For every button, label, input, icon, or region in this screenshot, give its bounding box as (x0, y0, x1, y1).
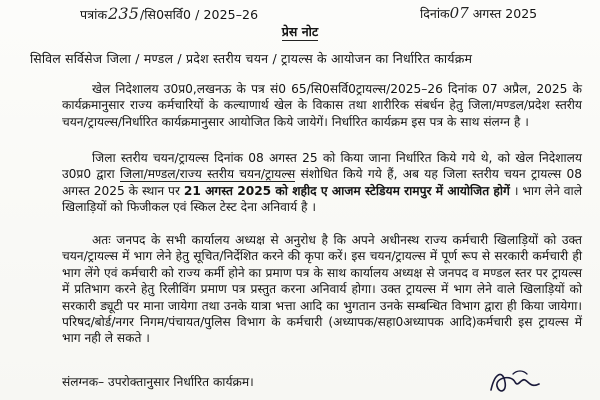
ref-number-handwritten: 235 (108, 4, 139, 23)
ref-suffix: /सि0सर्वि0 / 2025–26 (139, 7, 259, 22)
paragraph-1: खेल निदेशालय उ0प्र0,लखनऊ के पत्र सं0 65/सि0सर्वि0ट्रायल्स/2025–26 दिनांक 07 अप्रैल, 2025 के कार्यक्रमानुसार राज्य कर्मचारियों के कल्याणार्थ खेल के विकास तथा शारीरिक संबर्धन हेतु जिला/मण्डल/प्रदेश स्तरीय चयन/ट्रायल्स/निर्धारित कार्यक्रमानुसार आयोजित किये जायेगें। निर्धारित कार्यक्रम इस पत्र के साथ संलग्न है । (62, 82, 582, 129)
date-label: दिनांक (420, 6, 450, 21)
date-day-handwritten: 07 (449, 4, 469, 22)
subject-line: सिविल सर्विसेज जिला / मण्डल / प्रदेश स्तरीय चयन / ट्रायल्स के आयोजन का निर्धारित कार्यक्रम (30, 51, 473, 66)
date-rest: अगस्त 2025 (472, 6, 538, 21)
signature (485, 364, 545, 398)
reference-number (80, 4, 258, 23)
document-date (420, 4, 537, 22)
bold-event-details: 21 अगस्त 2025 को शहीद ए आजम स्टेडियम रामपुर में आयोजित होगें (183, 183, 510, 198)
underlined-phrase: जिला/मण्डल/राज्य स्तरीय चयन/ट्रायल्स (119, 167, 296, 182)
ref-prefix: पत्रांक (80, 7, 108, 22)
enclosure-line: संलग्नक– उपरोक्तानुसार निर्धारित कार्यक्रम। (62, 375, 254, 389)
page-title: प्रेस नोट (281, 24, 319, 39)
paragraph-2: जिला स्तरीय चयन/ट्रायल्स दिनांक 08 अगस्त 25 को किया जाना निर्धारित किये गये थे, को खेल निदेशालय उ0प्र0 द्वारा जिला/मण्डल/राज्य स्तरीय चयन/ट्रायल्स संशोधित किये गये हैं, अब यह जिला स्तरीय चयन ट्रायल्स 08 अगस्त 2025 के स्थान पर 21 अगस्त 2025 को शहीद ए आजम स्टेडियम रामपुर में आयोजित होगें । भाग लेने वाले खिलाड़ियों को फिजीकल एवं स्किल टेस्ट देना अनिवार्य है । (62, 151, 582, 215)
paragraph-3: अतः जनपद के सभी कार्यालय अध्यक्ष से अनुरोध है कि अपने अधीनस्थ राज्य कर्मचारी खिलाड़ियों को उक्त चयन/ट्रायल्स में भाग लेने हेतु सूचित/निर्देशित करने की कृपा करें। इस चयन/ट्रायल्स में पूर्ण रूप से सरकारी कर्मचारी ही भाग लेंगे एवं कर्मचारी को राज्य कर्मी होने का प्रमाण पत्र के साथ कार्यालय अध्यक्ष से जनपद व मण्डल स्तर पर ट्रायल्स में प्रतिभाग करने हेतु रिलीविंग प्रमाण पत्र प्रस्तुत करना अनिवार्य होगा। उक्त ट्रायल्स में भाग लेने वाले खिलाड़ियों को सरकारी ड्यूटी पर माना जायेगा तथा उनके यात्रा भत्ता आदि का भुगतान उनके सम्बन्धित विभाग द्वारा ही किया जायेगा। परिषद/बोर्ड/नगर निगम/पंचायत/पुलिस विभाग के कर्मचारी (अध्यापक/सहा0अध्यापक आदि)कर्मचारी इस ट्रायल्स में भाग नही ले सकते । (62, 233, 582, 346)
